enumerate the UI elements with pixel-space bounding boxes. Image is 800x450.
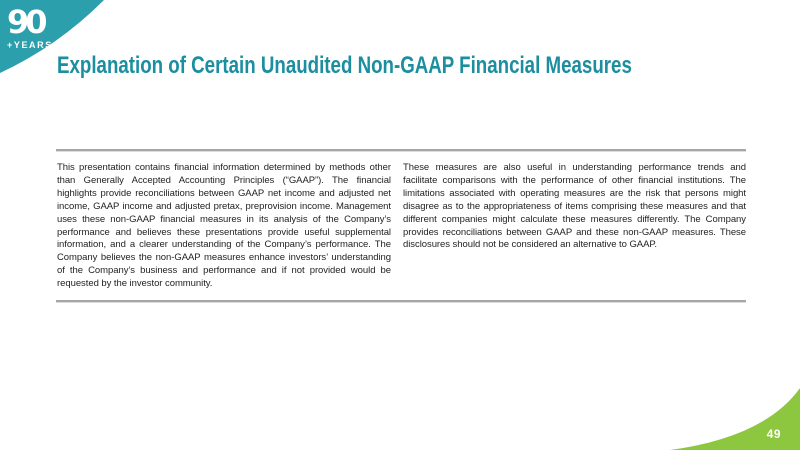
logo-years-text: +YEARS — [7, 40, 53, 50]
body-column-right: These measures are also useful in understanding performance trends and facilitate comparisons with the performance of other financial institutions. The limitations associated with operating measures are the risk that persons might disagree as to the appropriateness of items comprising these measures and that different companies might calculate these measures differently. The Company provides reconciliations between GAAP and these non-GAAP measures. These disclosures should not be considered an alternative to GAAP. — [403, 162, 746, 251]
page-title: Explanation of Certain Unaudited Non-GAAP Financial Measures — [57, 52, 632, 79]
logo-90-text: 90 — [7, 3, 44, 41]
body-text-block — [57, 162, 746, 291]
divider-bottom — [56, 300, 746, 302]
divider-top — [56, 149, 746, 151]
body-column-left: This presentation contains financial information determined by methods other than Generally Accepted Accounting Principles (“GAAP”). The financial highlights provide reconciliations between GAAP net income and adjusted net income, GAAP income and adjusted pretax, preprovision income. Management uses these non-GAAP financial measures in its analysis of the Company’s performance and believes these presentations provide useful supplemental information, and a clearer understanding of the Company’s performance. The Company believes the non-GAAP measures enhance investors’ understanding of the Company’s business and performance and if not provided would be requested by the investor community. — [57, 162, 391, 290]
page-number: 49 — [766, 427, 781, 441]
anniversary-logo — [7, 3, 53, 50]
